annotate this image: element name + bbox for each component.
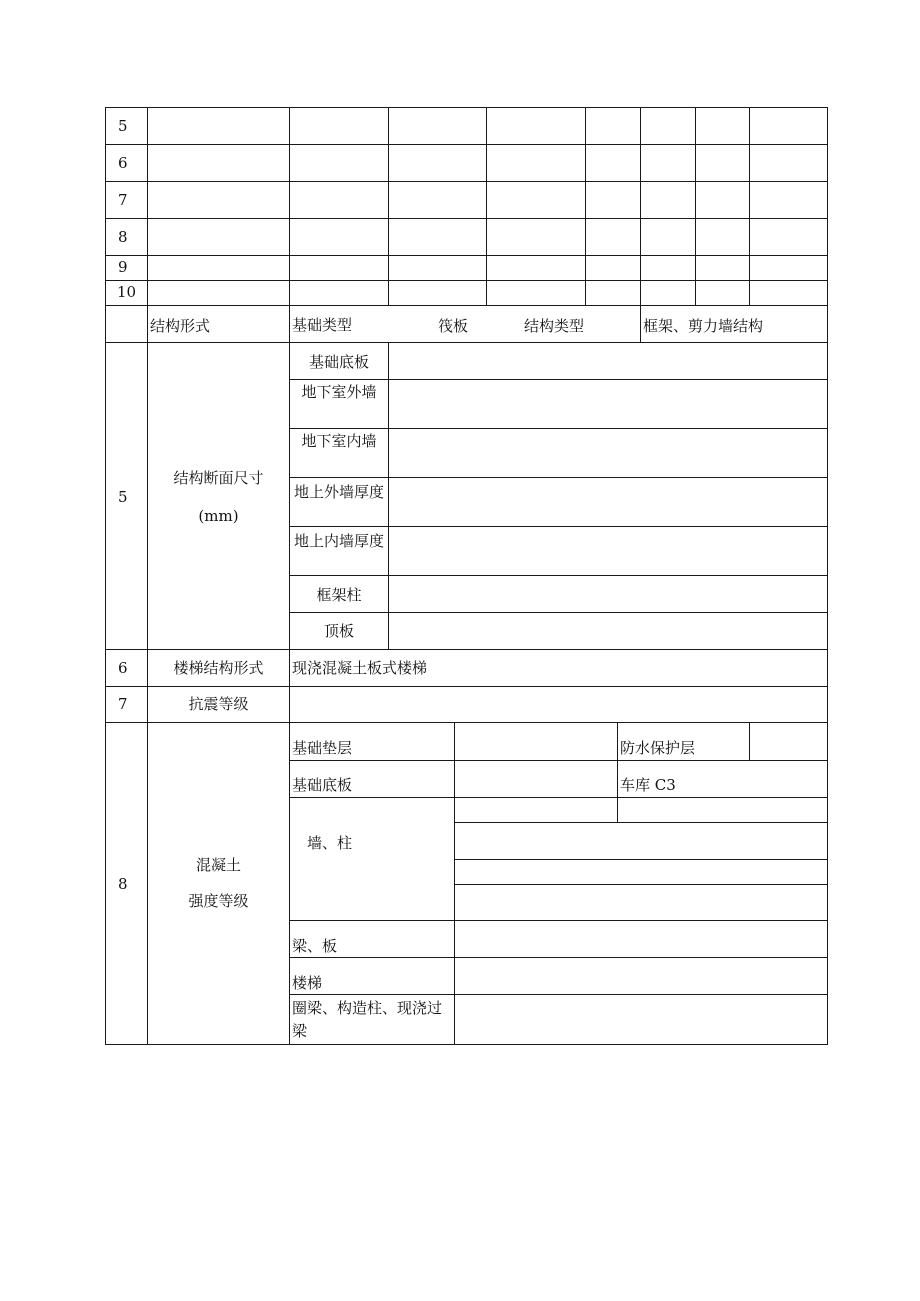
table-border xyxy=(105,107,106,1045)
col-divider xyxy=(749,107,750,305)
item-label: 圈梁、构造柱、现浇过梁 xyxy=(292,999,443,1040)
col-divider xyxy=(585,107,586,305)
row-divider xyxy=(289,760,827,761)
col-divider xyxy=(388,107,389,305)
item-label: 顶板 xyxy=(323,622,354,640)
item-label: 地下室外墙 xyxy=(301,383,377,401)
table-border xyxy=(827,107,828,1045)
row-divider xyxy=(105,218,827,219)
row-divider xyxy=(289,477,827,478)
row-divider xyxy=(105,649,827,650)
section-title: 强度等级 xyxy=(188,892,249,910)
item-label: 基础垫层 xyxy=(292,739,353,757)
row-divider xyxy=(454,822,827,823)
item-label: 楼梯 xyxy=(292,974,323,992)
section-number: 6 xyxy=(118,659,128,677)
item-label: 地上外墙厚度 xyxy=(294,483,385,501)
section-number: 8 xyxy=(118,875,128,893)
item-label: 地上内墙厚度 xyxy=(294,532,385,550)
row-number: 5 xyxy=(118,117,128,135)
item-label: 基础底板 xyxy=(308,353,369,371)
row-divider xyxy=(289,957,827,958)
row-divider xyxy=(289,526,827,527)
row-divider xyxy=(289,379,827,380)
row-number: 7 xyxy=(118,191,128,209)
foundation-type-value: 筏板 xyxy=(438,317,469,335)
col-divider xyxy=(617,722,618,822)
row-number: 9 xyxy=(118,258,128,276)
row-divider xyxy=(105,280,827,281)
section-title-unit: (mm) xyxy=(198,507,239,525)
row-number: 8 xyxy=(118,228,128,246)
section-number: 5 xyxy=(118,488,128,506)
structure-type-value: 框架、剪力墙结构 xyxy=(643,317,764,335)
col-divider xyxy=(749,722,750,760)
stair-structure-value: 现浇混凝土板式楼梯 xyxy=(292,659,428,677)
row-divider xyxy=(105,305,827,306)
col-divider xyxy=(147,107,148,305)
item-label: 梁、板 xyxy=(292,937,338,955)
structure-type-label: 结构类型 xyxy=(524,317,585,335)
section-number: 7 xyxy=(118,695,128,713)
row-divider xyxy=(105,342,827,343)
row-divider xyxy=(105,722,827,723)
row-divider xyxy=(454,859,827,860)
col-divider xyxy=(147,305,148,342)
col-divider xyxy=(695,107,696,305)
section-title: 混凝土 xyxy=(195,856,241,874)
item-label: 墙、柱 xyxy=(307,834,353,852)
col-divider xyxy=(289,107,290,305)
row-divider xyxy=(105,144,827,145)
row-divider xyxy=(289,797,827,798)
item-label: 地下室内墙 xyxy=(301,432,377,450)
item-value: 车库 C3 xyxy=(620,776,676,794)
col-divider xyxy=(388,342,389,649)
row-divider xyxy=(105,255,827,256)
col-divider xyxy=(486,107,487,305)
row-divider xyxy=(289,612,827,613)
row-divider xyxy=(105,181,827,182)
row-divider xyxy=(454,884,827,885)
item-label: 框架柱 xyxy=(316,586,362,604)
item-label: 防水保护层 xyxy=(620,739,696,757)
row-divider xyxy=(289,920,827,921)
table-border xyxy=(105,1044,827,1045)
row-divider xyxy=(289,575,827,576)
structure-form-label: 结构形式 xyxy=(150,317,211,335)
col-divider xyxy=(289,305,290,342)
row-divider xyxy=(289,994,827,995)
row-number: 6 xyxy=(118,154,128,172)
col-divider xyxy=(640,107,641,305)
seismic-grade-label: 抗震等级 xyxy=(188,695,249,713)
stair-structure-label: 楼梯结构形式 xyxy=(173,659,264,677)
row-divider xyxy=(105,686,827,687)
col-divider xyxy=(640,305,641,342)
section-title: 结构断面尺寸 xyxy=(173,469,264,487)
table-border xyxy=(105,107,827,108)
row-divider xyxy=(289,428,827,429)
row-number: 10 xyxy=(117,283,137,301)
foundation-type-label: 基础类型 xyxy=(292,316,353,334)
item-label: 基础底板 xyxy=(292,776,353,794)
